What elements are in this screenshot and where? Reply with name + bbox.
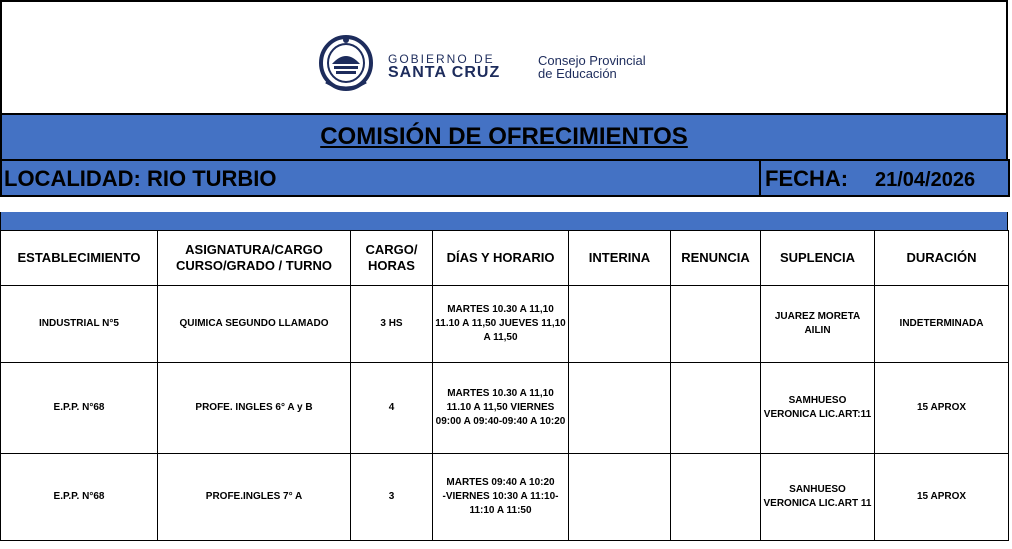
column-header-interina: INTERINA — [569, 231, 671, 286]
cell-asignatura: PROFE. INGLES 6° A y B — [158, 363, 351, 454]
date-cell — [759, 159, 1010, 197]
table-row — [1, 454, 1009, 541]
cell-establecimiento: INDUSTRIAL N°5 — [1, 286, 158, 363]
column-header-suplencia: SUPLENCIA — [761, 231, 875, 286]
cell-renuncia — [671, 454, 761, 541]
document-header — [0, 0, 1008, 115]
cell-horario: MARTES 10.30 A 11,10 11.10 A 11,50 JUEVES 11,10 A 11,50 — [433, 286, 569, 363]
location-label: LOCALIDAD: RIO TURBIO — [4, 166, 277, 191]
title-band — [0, 115, 1008, 159]
gov-top-text: GOBIERNO DE — [388, 52, 495, 66]
cell-interina — [569, 363, 671, 454]
cell-suplencia: SAMHUESO VERONICA LIC.ART:11 — [761, 363, 875, 454]
separator-band — [0, 212, 1008, 230]
cell-duracion: INDETERMINADA — [875, 286, 1009, 363]
cell-horas: 3 HS — [351, 286, 433, 363]
cell-horas: 3 — [351, 454, 433, 541]
council-name — [538, 54, 646, 80]
location-row — [0, 159, 1010, 197]
table-row — [1, 286, 1009, 363]
cell-asignatura: QUIMICA SEGUNDO LLAMADO — [158, 286, 351, 363]
government-logo — [318, 34, 678, 94]
cell-renuncia — [671, 286, 761, 363]
column-header-asignatura: ASIGNATURA/CARGO CURSO/GRADO / TURNO — [158, 231, 351, 286]
council-line-1: Consejo Provincial — [538, 53, 646, 68]
column-header-establecimiento: ESTABLECIMIENTO — [1, 231, 158, 286]
cell-renuncia — [671, 363, 761, 454]
cell-duracion: 15 APROX — [875, 363, 1009, 454]
cell-horas: 4 — [351, 363, 433, 454]
column-header-renuncia: RENUNCIA — [671, 231, 761, 286]
column-header-dias-horario: DÍAS Y HORARIO — [433, 231, 569, 286]
table-row — [1, 363, 1009, 454]
cell-establecimiento: E.P.P. N°68 — [1, 363, 158, 454]
cell-horario: MARTES 10.30 A 11,10 11.10 A 11,50 VIERNES 09:00 A 09:40-09:40 A 10:20 — [433, 363, 569, 454]
cell-duracion: 15 APROX — [875, 454, 1009, 541]
page-title: COMISIÓN DE OFRECIMIENTOS — [320, 123, 688, 150]
cell-asignatura: PROFE.INGLES 7° A — [158, 454, 351, 541]
council-line-2: de Educación — [538, 66, 617, 81]
cell-interina — [569, 454, 671, 541]
cell-suplencia: JUAREZ MORETA AILIN — [761, 286, 875, 363]
date-label: FECHA: — [765, 166, 849, 191]
cell-establecimiento: E.P.P. N°68 — [1, 454, 158, 541]
cell-horario: MARTES 09:40 A 10:20 -VIERNES 10:30 A 11:10- 11:10 A 11:50 — [433, 454, 569, 541]
provincial-seal-icon — [318, 34, 374, 92]
cell-interina — [569, 286, 671, 363]
column-header-cargo-horas: CARGO/ HORAS — [351, 231, 433, 286]
column-header-duracion: DURACIÓN — [875, 231, 1009, 286]
gov-main-text: SANTA CRUZ — [388, 64, 501, 81]
cell-suplencia: SANHUESO VERONICA LIC.ART 11 — [761, 454, 875, 541]
offers-table — [0, 230, 1009, 541]
date-value: 21/04/2026 — [875, 169, 976, 191]
location-cell — [0, 159, 761, 197]
table-header-row — [1, 231, 1009, 286]
